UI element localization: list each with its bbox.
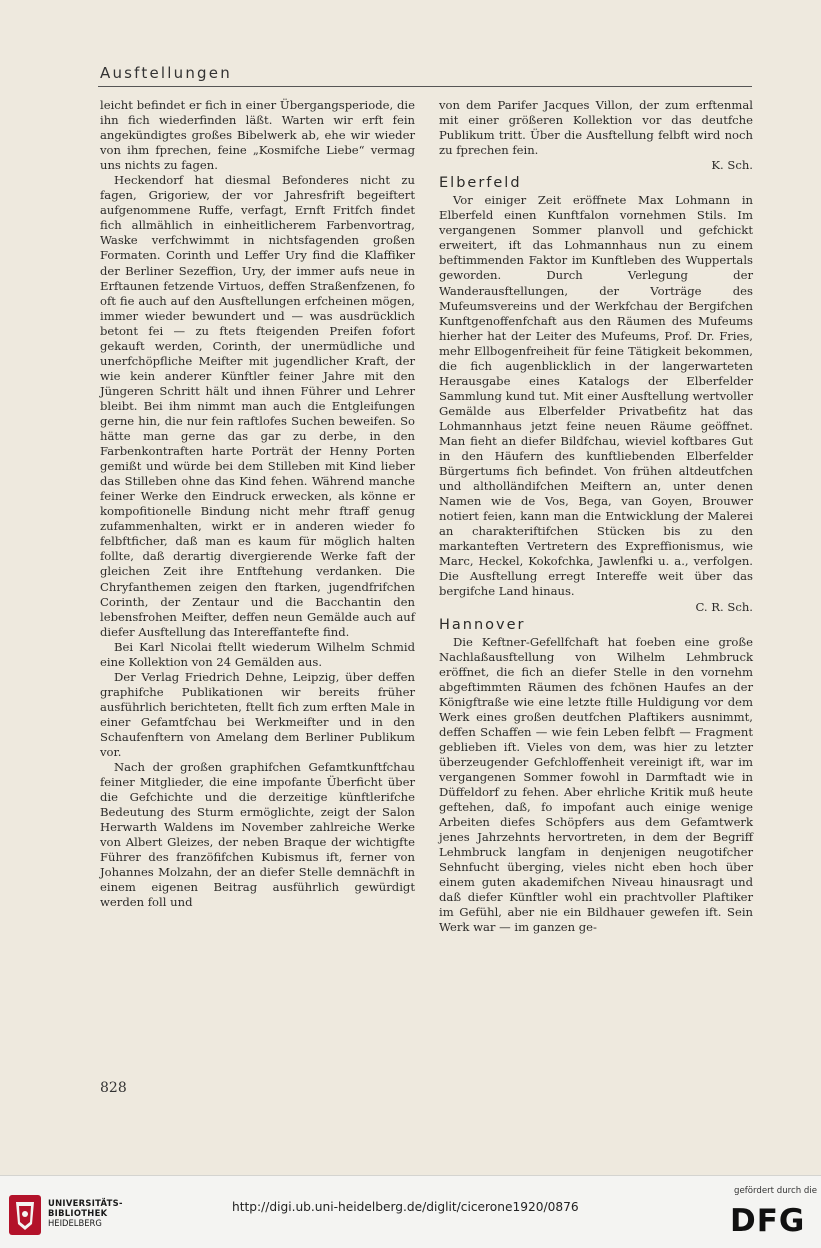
right-column [439, 98, 753, 935]
section-heading: Hannover [439, 616, 526, 633]
author-signature: C. R. Sch. [695, 599, 753, 614]
paragraph: Der Verlag Friedrich Dehne, Leipzig, über deffen graphifche Publikationen wir bereits früher ausführlich berichteten, ftellt fich zum erften Male in einer Gefamtfchau bei Werkmeifter und in den Schaufenftern von Amelang dem Berliner Publikum vor. [100, 669, 415, 760]
funding-caption: gefördert durch die [734, 1186, 818, 1196]
permalink-url[interactable]: http://digi.ub.uni-heidelberg.de/diglit/cicerone1920/0876 [232, 1200, 579, 1214]
header-rule [98, 86, 752, 87]
left-column [100, 98, 415, 911]
author-signature: K. Sch. [711, 158, 753, 173]
library-name: UNIVERSITÄTS- BIBLIOTHEK HEIDELBERG [48, 1198, 123, 1228]
university-library-logo-icon [8, 1194, 42, 1236]
dfg-logo-icon: DFG [730, 1203, 806, 1239]
paragraph: von dem Parifer Jacques Villon, der zum erftenmal mit einer größeren Kollektion vor das deutfche Publikum tritt. Über die Ausftellung felbft wird noch zu fprechen fein. [439, 98, 753, 158]
paragraph: leicht befindet er fich in einer Übergangsperiode, die ihn fich wiederfinden läßt. Warten wir erft fein angekündigtes großes Bibelwerk ab, ehe wir wieder von ihm fprechen, feine „Kosmifche Liebe“ vermag uns nichts zu fagen. [100, 98, 415, 173]
page-number: 828 [100, 1080, 127, 1096]
paragraph: Vor einiger Zeit eröffnete Max Lohmann in Elberfeld einen Kunftfalon vornehmen Stils. Im vergangenen Sommer planvoll und gefchickt erweitert, ift das Lohmannhaus nun zu einem beftimmenden Faktor im Kunftleben des Wuppertals geworden. Durch Verlegung der Wanderausftellungen, der Vorträge des Mufeumsvereins und der Werkfchau der Bergifchen Kunftgenoffenfchaft aus den Räumen des Mufeums hierher hat der Leiter des Mufeums, Prof. Dr. Fries, mehr Ellbogenfreiheit für feine Tätigkeit bekommen, die fich augenblicklich in der langerwarteten Herausgabe eines Katalogs der Elberfelder Sammlung kund tut. Mit einer Ausftellung wertvoller Gemälde aus Elberfelder Privatbefitz hat das Lohmannhaus jetzt feine neuen Räume geöffnet. Man fieht an diefer Bildfchau, wieviel koftbares Gut in den Häufern des kunftliebenden Elberfelder Bürgertums fich befindet. Von frühen altdeutfchen und altholländifchen Meiftern an, unter denen Namen wie de Vos, Bega, van Goyen, Brouwer notiert feien, kann man die Entwicklung der Malerei an charakteriftifchen Stücken bis zu den markanteften Vertretern des Expreffionismus, wie Marc, Heckel, Kokofchka, Jawlenfki u. a., verfolgen. Die Ausftellung erregt Intereffe weit über das bergifche Land hinaus. [439, 193, 753, 599]
paragraph: Bei Karl Nicolai ftellt wiederum Wilhelm Schmid eine Kollektion von 24 Gemälden aus. [100, 639, 415, 669]
paragraph: Nach der großen graphifchen Gefamtkunftfchau feiner Mitglieder, die eine impofante Überficht über die Gefchichte und die derzeitige künftlerifche Bedeutung des Sturm ermöglichte, zeigt der Salon Herwarth Waldens im November zahlreiche Werke von Albert Gleizes, der neben Braque der wichtigfte Führer des franzöfifchen Kubismus ift, ferner von Johannes Molzahn, der an diefer Stelle demnächft in einem eigenen Beitrag ausführlich gewürdigt werden foll und [100, 760, 415, 910]
viewer-footer [0, 1175, 821, 1248]
running-head: Ausftellungen [100, 64, 232, 82]
paragraph: Heckendorf hat diesmal Befonderes nicht zu fagen, Grigoriew, der vor Jahresfrift begeiftert aufgenommene Ruffe, verfagt, Ernft Fritfch findet fich allmählich in einheitlicherem Farbenvortrag, Waske verfchwimmt in nichtsfagenden großen Formaten. Corinth und Leffer Ury find die Klaffiker der Berliner Sezeffion, Ury, der immer aufs neue in Erftaunen fetzende Virtuos, deffen Straßenfzenen, fo oft fie auch auf den Ausftellungen erfcheinen mögen, immer wieder bewundert und — was ausdrücklich betont fei — zu ftets fteigenden Preifen fofort gekauft werden, Corinth, der unermüdliche und unerfchöpfliche Meifter mit jugendlicher Kraft, der wie kein anderer Künftler feiner Jahre mit den Jüngeren Schritt hält und ihnen Führer und Lehrer bleibt. Bei ihm nimmt man auch die Entgleifungen gerne hin, die nur fein raftlofes Suchen beweifen. So hätte man gerne das gar zu derbe, in den Farbenkontraften harte Porträt der Henny Porten gemißt und würde bei dem Stilleben mit Kind lieber das Stilleben ohne das Kind fehen. Während manche feiner Werke den Eindruck erwecken, als könne er kompofitionelle Bindung nicht mehr ftraff genug zufammenhalten, wirkt er in anderen wieder fo felbftficher, daß man es kaum für möglich halten follte, daß derartig divergierende Werke faft der gleichen Zeit ihre Entftehung verdanken. Die Chryfanthemen zeigen den ftarken, jugendfrifchen Corinth, der Zentaur und die Bacchantin den lebensfrohen Meifter, deffen neun Gemälde auch auf diefer Ausftellung das Intereffantefte find. [100, 173, 415, 639]
paragraph: Die Keftner-Gefellfchaft hat foeben eine große Nachlaßausftellung von Wilhelm Lehmbruck eröffnet, die fich an diefer Stelle in den vornehm abgeftimmten Räumen des fchönen Haufes an der Königftraße wie eine letzte ftille Huldigung vor dem Werk eines großen deutfchen Plaftikers ausnimmt, deffen Schaffen — wie fein Leben felbft — Fragment geblieben ift. Vieles von dem, was hier zu letzter überzeugender Gefchloffenheit vereinigt ift, war im vergangenen Sommer fowohl in Darmftadt wie in Düffeldorf zu fehen. Aber ehrliche Kritik muß heute geftehen, daß, fo impofant auch einige wenige Arbeiten diefes Schöpfers aus dem Gefamtwerk jenes Jahrzehnts hervortreten, in dem der Begriff Lehmbruck langfam in denjenigen neugotifcher Sehnfucht überging, vieles nicht eben hoch über einem guten akademifchen Niveau hinausragt und daß diefer Künftler wohl ein prachtvoller Plaftiker im Gefühl, aber nie ein Bildhauer gewefen ift. Sein Werk war — im ganzen ge- [439, 634, 753, 935]
section-heading: Elberfeld [439, 175, 522, 192]
